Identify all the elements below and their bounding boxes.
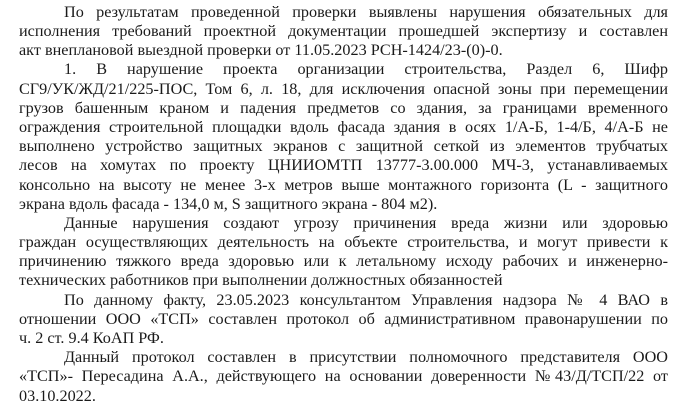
text-line: По данному факту, 23.05.2023 консультантом Управления надзора № 4 ВАО в (64, 291, 668, 309)
text-line: исполнения требований проектной документации прошедшей экспертизу и составлен (19, 22, 668, 40)
text-line: Данные нарушения создают угрозу причинения вреда жизни или здоровью (64, 214, 668, 232)
text-line: выполнено устройство защитных экранов с защитной сеткой из элементов трубчатых (19, 137, 668, 155)
text-line: отношении ООО «ТСП» составлен протокол об административном правонарушении по (19, 310, 668, 328)
text-line: причинению тяжкого вреда здоровью или к летальному исходу рабочих и инженерно- (19, 252, 668, 270)
text-line: ч. 2 ст. 9.4 КоАП РФ. (19, 329, 164, 347)
text-line: СГ9/УК/ЖД/21/225-ПОС, Том 6, л. 18, для исключения опасной зоны при перемещении (19, 80, 668, 98)
text-line: «ТСП»- Пересадина А.А., действующего на основании доверенности №43/Д/ТСП/22 от (19, 367, 668, 385)
text-line: грузов башенным краном и падения предметов со здания, за границами временного (19, 99, 668, 117)
text-line: экрана вдоль фасада - 134,0 м, S защитного экрана - 804 м2). (19, 195, 438, 213)
text-line: технических работников при выполнении должностных обязанностей (19, 271, 503, 289)
text-line: ограждения строительной площадки вдоль фасада здания в осях 1/А-Б, 1-4/Б, 4/А-Б не (19, 118, 668, 136)
text-line: граждан осуществляющих деятельность на объекте строительства, и могут привести к (19, 233, 668, 251)
text-line: По результатам проведенной проверки выявлены нарушения обязательных для (64, 3, 668, 21)
text-line: консольно на высоту не менее 3-х метров выше монтажного горизонта (L - защитного (19, 176, 668, 194)
text-line: 03.10.2022. (19, 387, 96, 405)
text-line: лесов на хомутах по проекту ЦНИИОМТП 13777-3.00.000 МЧ-3, устанавливаемых (19, 156, 668, 174)
text-line: Данный протокол составлен в присутствии полномочного представителя ООО (64, 348, 668, 366)
text-line: акт внеплановой выездной проверки от 11.05.2023 РСН-1424/23-(0)-0. (19, 41, 503, 59)
text-line: 1. В нарушение проекта организации строительства, Раздел 6, Шифр (64, 60, 668, 78)
